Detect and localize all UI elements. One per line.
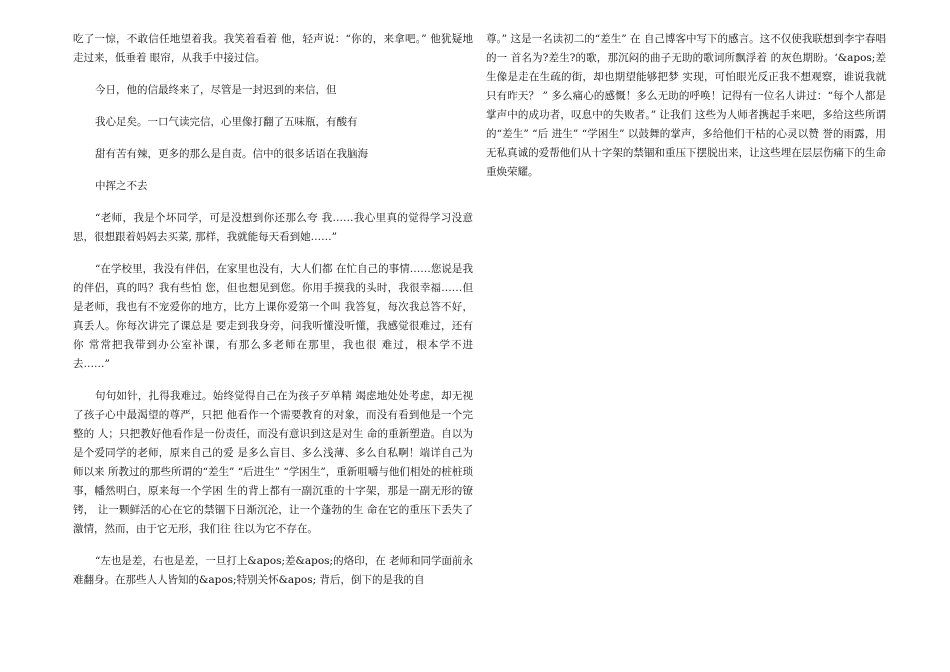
paragraph-3: 我心足矣。一口气读完信，心里像打翻了五味瓶，有酸有 [95,116,358,128]
paragraph-9: “左也是差，右也是差，一旦打上&apos;差&apos;的烙印，在 老师和同学面前永难翻身。在那些人人皆知的&apos;特别关怀&apos; 背后，倒下的是我的自 [73,555,473,586]
paragraph-10: 尊。” 这是一名读初二的“差生” 在 自己博客中写下的感言。这不仅使我联想到李宇春唱的一 首名为?差生?的歌，那沉闷的曲子无助的歌词所飘浮着 的灰色期盼。‘&apos;差生像是走在生疏的街，却也期望能够把梦 实现，可怕眼光反正我不想观察，谁说我就只有昨天？ ” 多么痛心的感慨！多么无助的呼唤！记得有一位名人讲过：“每个人都是掌声中的成功者，叹息中的失败者。” 让我们 这些为人师者携起手来吧，多给这些所谓的“差生” “后 进生” “学困生” 以鼓舞的掌声，多给他们干枯的心灵以赞 誉的雨露，用无私真诚的爱帮他们从十字架的禁锢和重压下摆脱出来，让这些埋在层层伤痛下的生命重焕荣耀。 [486,33,886,178]
paragraph-4: 甜有苦有辣，更多的那么是自责。信中的很多话语在我脑海 [95,148,368,160]
paragraph-7: “在学校里，我没有伴侣，在家里也没有，大人们都 在忙自己的事情……您说是我的伴侣，真的吗？我有些怕 您，但也想见到您。你用手摸我的头时，我很幸福……但 是老师，我也有不宠爱你的地方，比方上课你爱第一个叫 我答复，每次我总答不好，真丢人。你每次讲完了课总是 要走到我身旁，问我听懂没听懂，我感觉很难过，还有你 常常把我带到办公室补课，有那么多老师在那里，我也很 难过，根本学不进去……” [73,263,473,370]
paragraph-1: 吃了一惊，不敢信任地望着我。我笑着看着 他，轻声说：“你的，来拿吧。” 他犹疑地走过来，低垂着 眼帘，从我手中接过信。 [73,33,473,64]
paragraph-5: 中挥之不去 [95,180,148,192]
paragraph-2: 今日，他的信最终来了，尽管是一封迟到的来信，但 [95,84,337,96]
right-text-column [486,30,886,195]
paragraph-6: “老师，我是个坏同学，可是没想到你还那么夸 我……我心里真的觉得学习没意思，很想跟着妈妈去买菜, 那样，我就能每天看到她……” [73,212,473,243]
paragraph-8: 句句如针，扎得我难过。始终觉得自己在为孩子歹单精 竭虑地处处考虑，却无视了孩子心中最渴望的尊严，只把 他看作一个需要教育的对象，而没有看到他是一个完整的 人；只把教好他看作是一份责任，而没有意识到这是对生 命的重新塑造。自以为是个爱同学的老师，原来自己的爱 是多么盲目、多么浅薄、多么自私啊！端详自己为师以来 所教过的那些所谓的“差生” “后进生” “学困生”，重新咀嚼与他们相处的桩桩琐事，幡然明白，原来每一个学困 生的背上都有一副沉重的十字架，那是一副无形的镣铐， 让一颗鲜活的心在它的禁锢下日渐沉沦，让一个蓬勃的生 命在它的重压下丢失了激情，然而，由于它无形，我们往 往以为它不存在。 [73,390,473,535]
left-text-column [73,30,473,603]
